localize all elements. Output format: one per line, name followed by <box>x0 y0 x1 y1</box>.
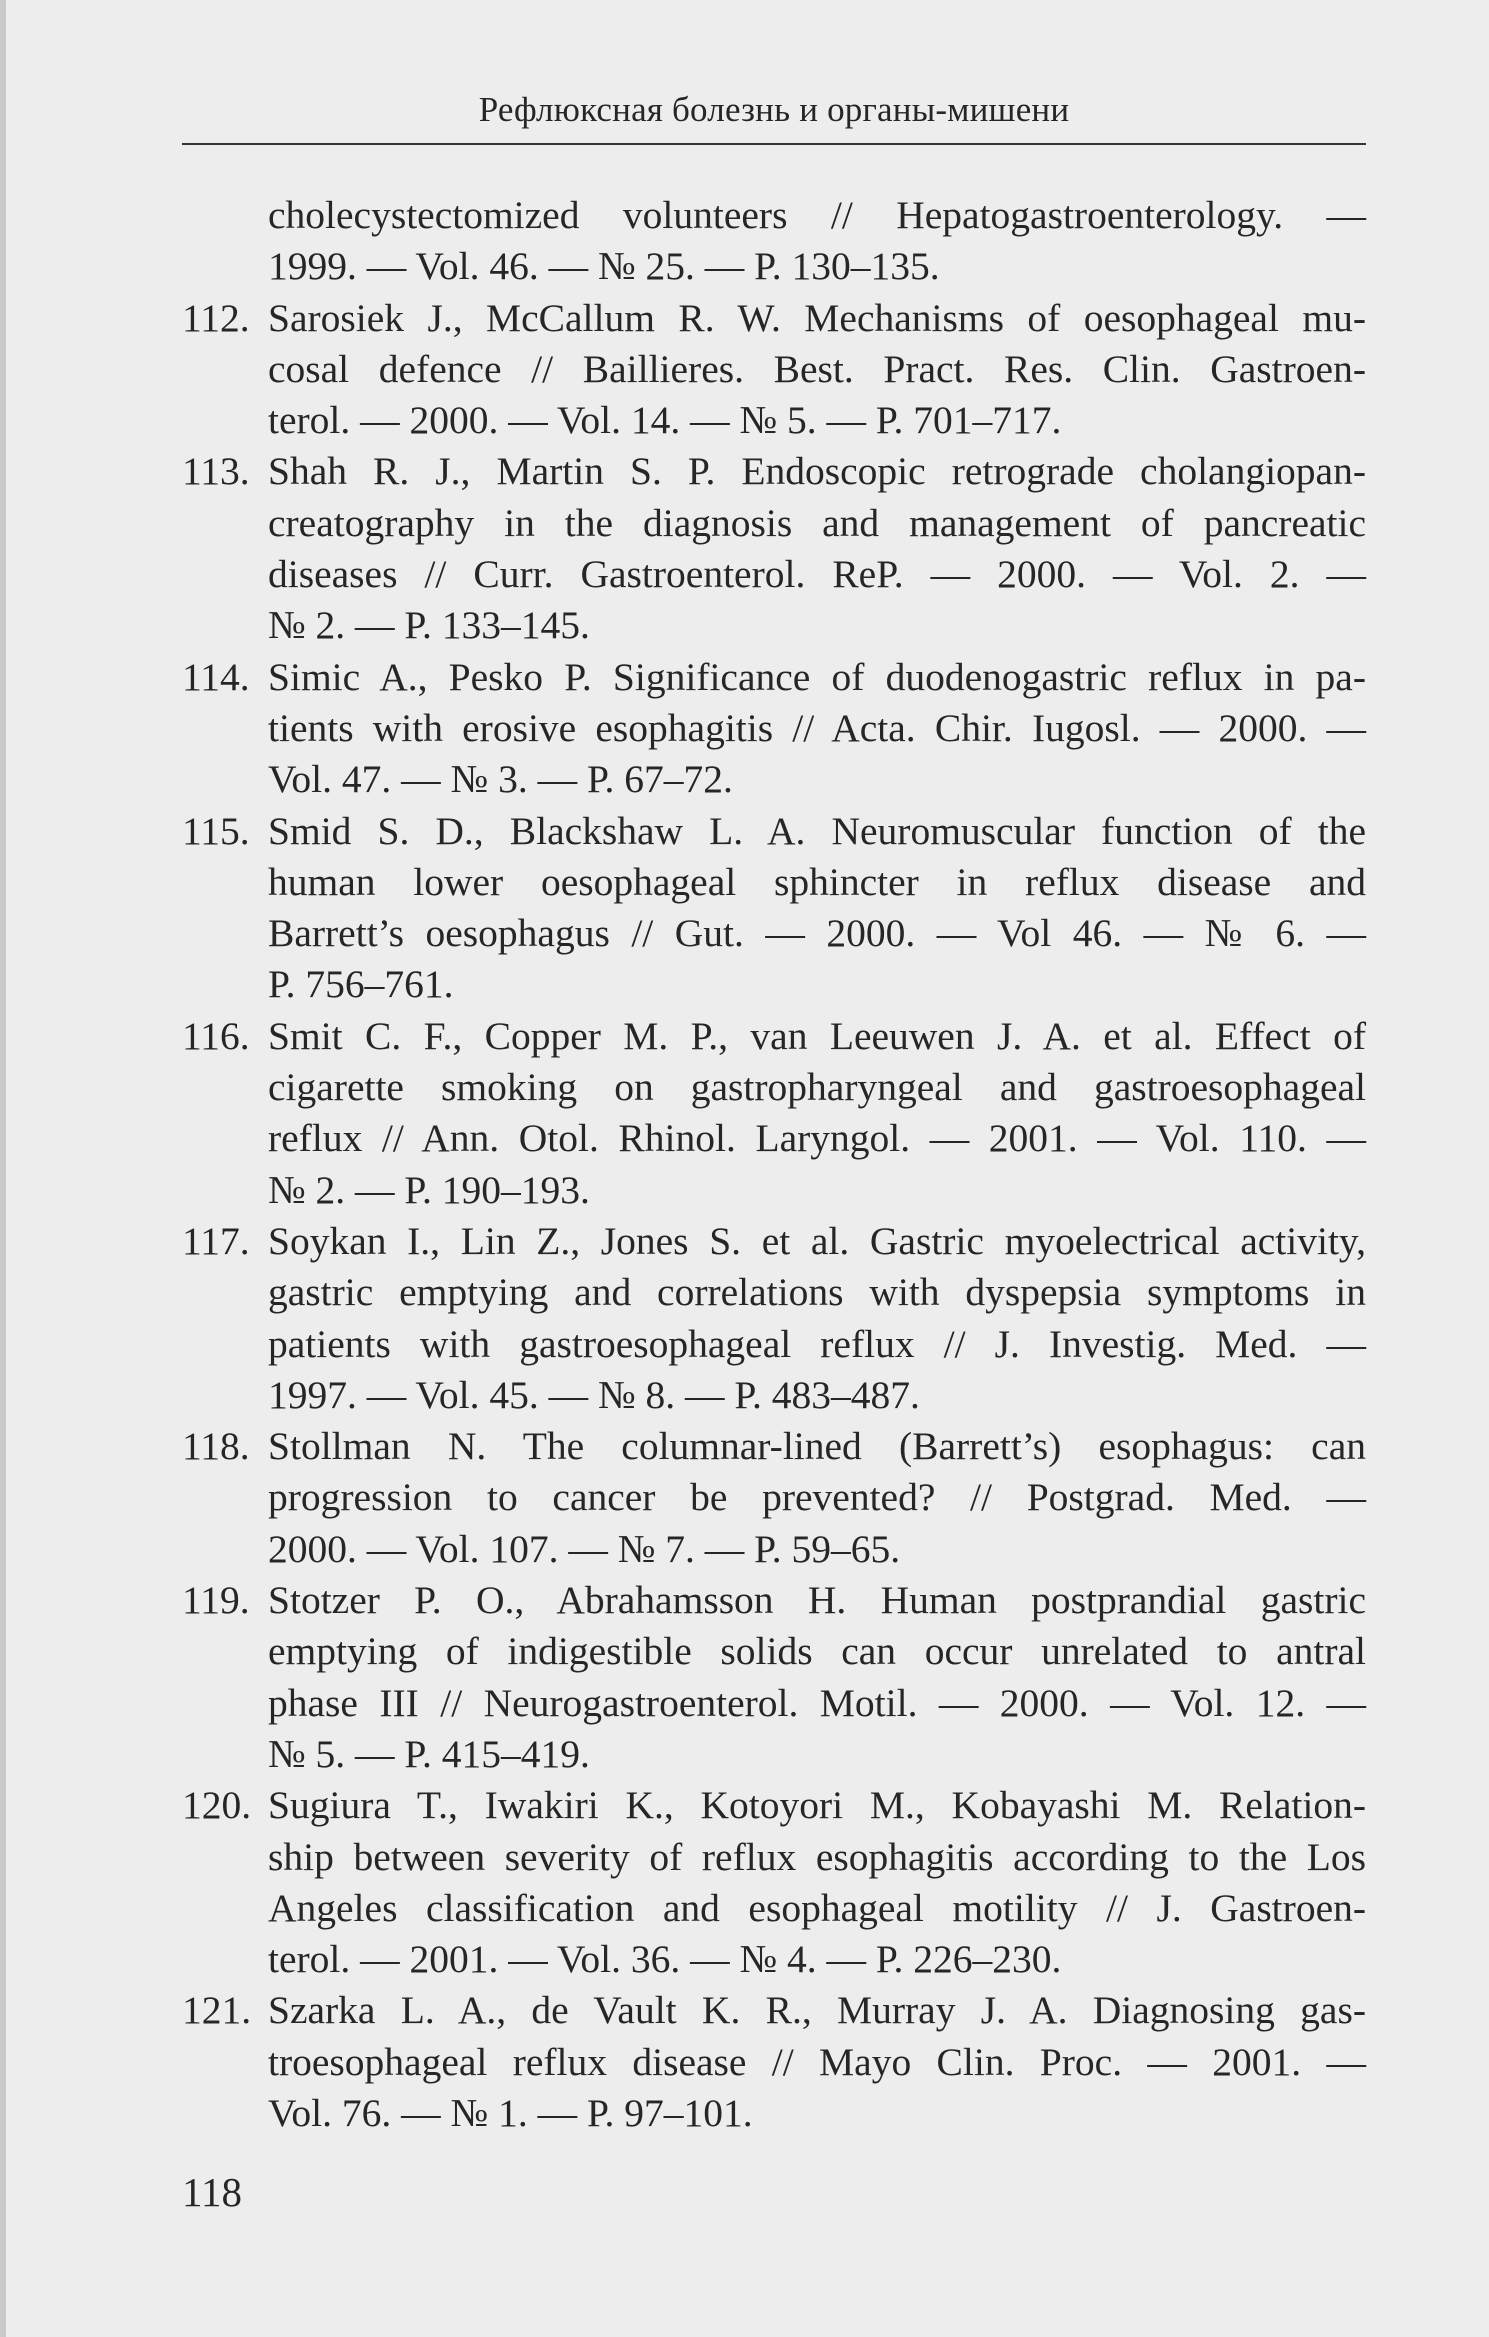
reference-number: 118. <box>182 1424 250 1469</box>
reference-item <box>182 1011 1366 1216</box>
reference-line: cigarette smoking on gastropharyngeal and gastroesophageal <box>268 1065 1366 1110</box>
reference-line: patients with gastroesophageal reflux // J. Investig. Med. — <box>268 1321 1366 1366</box>
reference-line: cosal defence // Baillieres. Best. Pract. Res. Clin. Gastroen- <box>268 346 1366 391</box>
reference-line: emptying of indigestible solids can occur unrelated to antral <box>268 1629 1366 1674</box>
reference-line: ship between severity of reflux esophagitis according to the Los <box>268 1834 1366 1879</box>
reference-line: Stollman N. The columnar-lined (Barrett’s) esophagus: can <box>268 1424 1366 1469</box>
reference-line: № 2. — P. 190–193. <box>268 1167 590 1212</box>
reference-item <box>182 190 1366 293</box>
reference-line: Angeles classification and esophageal motility // J. Gastroen- <box>268 1885 1366 1930</box>
reference-number: 113. <box>182 449 250 494</box>
reference-number: 119. <box>182 1578 250 1623</box>
header-rule <box>182 143 1366 145</box>
reference-line: Simic A., Pesko P. Significance of duodenogastric reflux in pa- <box>268 654 1366 699</box>
reference-line: troesophageal reflux disease // Mayo Clin. Proc. — 2001. — <box>268 2039 1366 2084</box>
reference-line: Vol. 47. — № 3. — P. 67–72. <box>268 757 733 802</box>
reference-line: 1997. — Vol. 45. — № 8. — P. 483–487. <box>268 1372 920 1417</box>
reference-number: 114. <box>182 654 250 699</box>
page-number: 118 <box>182 2169 242 2215</box>
reference-line: human lower oesophageal sphincter in reflux disease and <box>268 859 1366 904</box>
reference-item <box>182 806 1366 1011</box>
reference-item <box>182 1780 1366 1985</box>
reference-line: Barrett’s oesophagus // Gut. — 2000. — Vol 46. — № 6. — <box>268 911 1366 956</box>
reference-line: 1999. — Vol. 46. — № 25. — P. 130–135. <box>268 244 940 289</box>
reference-number: 112. <box>182 295 250 340</box>
reference-line: 2000. — Vol. 107. — № 7. — P. 59–65. <box>268 1526 901 1571</box>
reference-number: 121. <box>182 1988 252 2033</box>
reference-number: 117. <box>182 1218 250 1263</box>
reference-item <box>182 1575 1366 1780</box>
reference-line: gastric emptying and correlations with dyspepsia symptoms in <box>268 1270 1366 1315</box>
reference-line: diseases // Curr. Gastroenterol. ReP. — 2000. — Vol. 2. — <box>268 552 1366 597</box>
page-spine-shadow <box>0 0 6 2337</box>
reference-number: 115. <box>182 808 250 853</box>
reference-line: Szarka L. A., de Vault K. R., Murray J. A. Diagnosing gas- <box>268 1988 1366 2033</box>
reference-item <box>182 293 1366 447</box>
reference-item <box>182 1216 1366 1421</box>
reference-line: Soykan I., Lin Z., Jones S. et al. Gastric myoelectrical activity, <box>268 1218 1366 1263</box>
reference-line: progression to cancer be prevented? // Postgrad. Med. — <box>268 1475 1366 1520</box>
reference-item <box>182 652 1366 806</box>
reference-line: tients with erosive esophagitis // Acta. Chir. Iugosl. — 2000. — <box>268 705 1366 750</box>
reference-line: Sugiura T., Iwakiri K., Kotoyori M., Kobayashi M. Relation- <box>268 1783 1366 1828</box>
reference-line: terol. — 2000. — Vol. 14. — № 5. — P. 701–717. <box>268 398 1062 443</box>
reference-line: P. 756–761. <box>268 962 454 1007</box>
reference-line: Smid S. D., Blackshaw L. A. Neuromuscular function of the <box>268 808 1366 853</box>
reference-line: № 5. — P. 415–419. <box>268 1731 590 1776</box>
reference-line: № 2. — P. 133–145. <box>268 603 590 648</box>
reference-number: 120. <box>182 1783 252 1828</box>
reference-line: Vol. 76. — № 1. — P. 97–101. <box>268 2090 753 2135</box>
reference-line: creatography in the diagnosis and management of pancreatic <box>268 500 1366 545</box>
running-head: Рефлюксная болезнь и органы-мишени <box>478 90 1070 129</box>
reference-line: Smit C. F., Copper M. P., van Leeuwen J. A. et al. Effect of <box>268 1013 1366 1058</box>
reference-list <box>182 190 1366 2139</box>
reference-item <box>182 446 1366 651</box>
reference-number: 116. <box>182 1013 250 1058</box>
reference-line: phase III // Neurogastroenterol. Motil. — 2000. — Vol. 12. — <box>268 1680 1366 1725</box>
reference-line: Shah R. J., Martin S. P. Endoscopic retrograde cholangiopan- <box>268 449 1366 494</box>
reference-line: Sarosiek J., McCallum R. W. Mechanisms of oesophageal mu- <box>268 295 1366 340</box>
reference-line: Stotzer P. O., Abrahamsson H. Human postprandial gastric <box>268 1578 1366 1623</box>
reference-item <box>182 1985 1366 2139</box>
reference-line: reflux // Ann. Otol. Rhinol. Laryngol. — 2001. — Vol. 110. — <box>268 1116 1366 1161</box>
reference-line: cholecystectomized volunteers // Hepatogastroenterology. — <box>268 193 1366 237</box>
reference-item <box>182 1421 1366 1575</box>
reference-line: terol. — 2001. — Vol. 36. — № 4. — P. 226–230. <box>268 1937 1062 1982</box>
